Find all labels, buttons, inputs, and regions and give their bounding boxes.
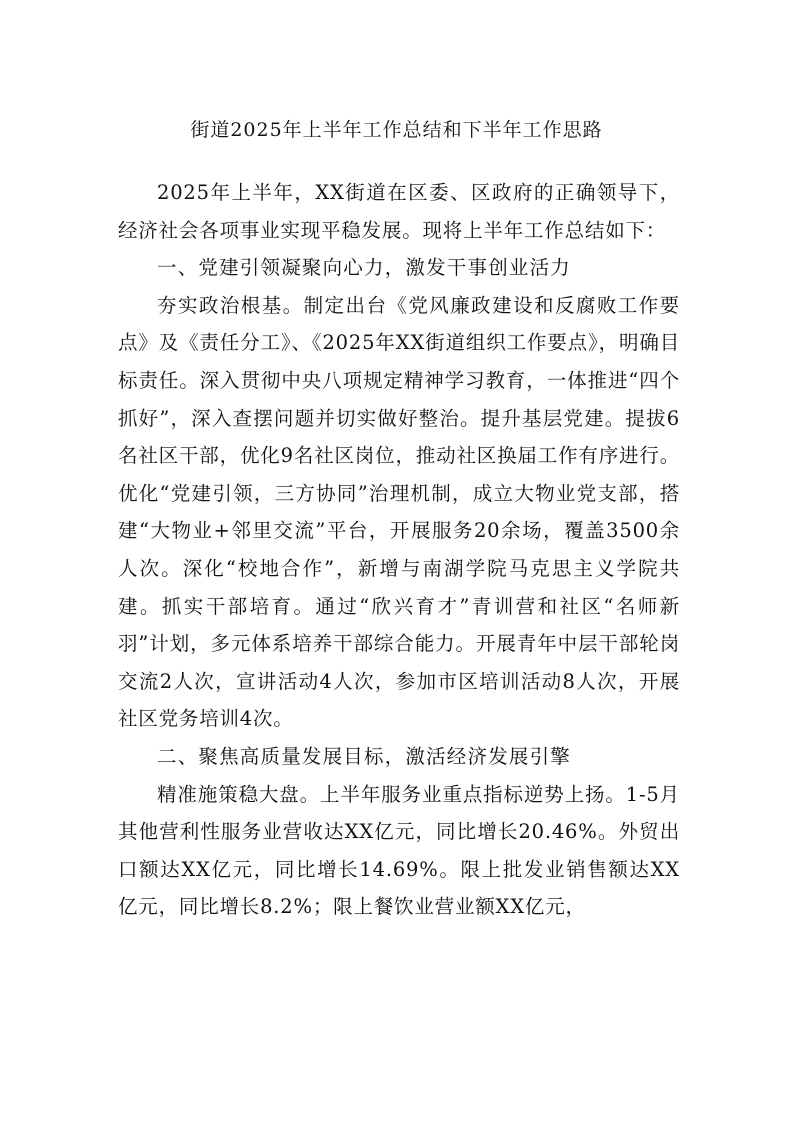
section-heading-2: 二、聚焦高质量发展目标，激活经济发展引擎: [157, 744, 572, 768]
section-2-paragraph: 精准施策稳大盘。上半年服务业重点指标逆势上扬。1-5月其他营利性服务业营收达XX亿元，同比增长20.46%。外贸出口额达XX亿元，同比增长14.69%。限上批发业销售额达XX亿元，同比增长8.2%；限上餐饮业营业额XX亿元，: [118, 782, 680, 919]
section-heading-1: 一、党建引领凝聚向心力，激发干事创业活力: [157, 256, 572, 280]
document-title: 街道2025年上半年工作总结和下半年工作思路: [190, 119, 603, 141]
section-1-paragraph: 夯实政治根基。制定出台《党风廉政建设和反腐败工作要点》及《责任分工》、《2025年XX街道组织工作要点》，明确目标责任。深入贯彻中央八项规定精神学习教育，一体推进“四个抓好”，深入查摆问题并切实做好整治。提升基层党建。提拔6名社区干部，优化9名社区岗位，推动社区换届工作有序进行。优化“党建引领，三方协同”治理机制，成立大物业党支部，搭建“大物业+邻里交流”平台，开展服务20余场，覆盖3500余人次。深化“校地合作”，新增与南湖学院马克思主义学院共建。抓实干部培育。通过“欣兴育才”青训营和社区“名师新羽”计划，多元体系培养干部综合能力。开展青年中层干部轮岗交流2人次，宣讲活动4人次，参加市区培训活动8人次，开展社区党务培训4次。: [118, 293, 680, 731]
intro-paragraph: 2025年上半年，XX街道在区委、区政府的正确领导下，经济社会各项事业实现平稳发展。现将上半年工作总结如下：: [118, 181, 680, 242]
document-body: [118, 174, 680, 926]
